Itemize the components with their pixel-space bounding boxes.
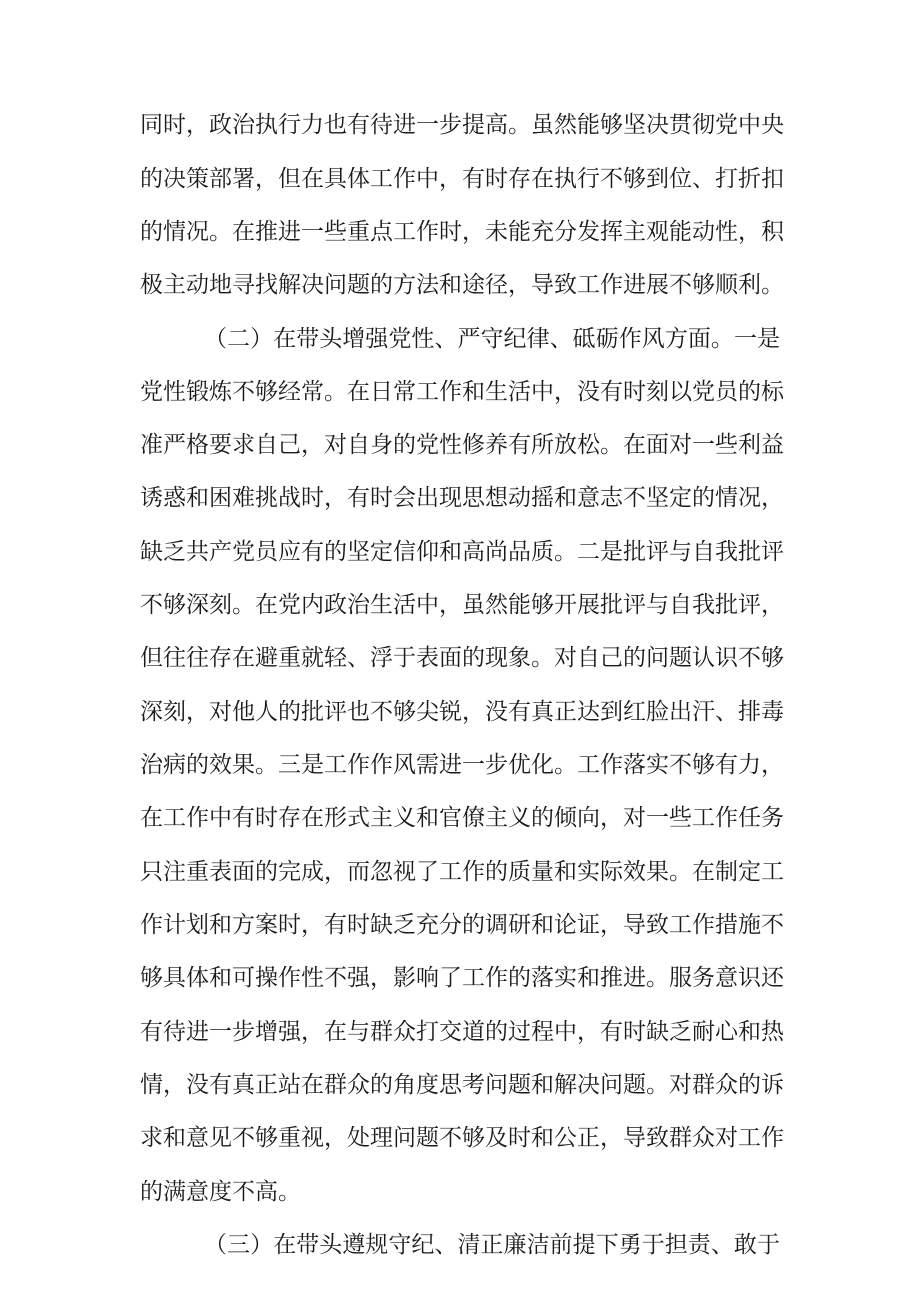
text-line: 有待进一步增强，在与群众打交道的过程中，有时缺乏耐心和热 <box>140 1019 784 1045</box>
text-line: 缺乏共产党员应有的坚定信仰和高尚品质。二是批评与自我批评 <box>140 539 784 565</box>
text-line: 深刻，对他人的批评也不够尖锐，没有真正达到红脸出汗、排毒 <box>140 699 784 725</box>
text-line: 在工作中有时存在形式主义和官僚主义的倾向，对一些工作任务 <box>140 805 784 831</box>
text-line: 治病的效果。三是工作作风需进一步优化。工作落实不够有力， <box>140 752 784 778</box>
text-line: 准严格要求自己，对自身的党性修养有所放松。在面对一些利益 <box>140 432 784 458</box>
text-line: 同时，政治执行力也有待进一步提高。虽然能够坚决贯彻党中央 <box>140 112 784 138</box>
text-line: 的决策部署，但在具体工作中，有时存在执行不够到位、打折扣 <box>140 166 784 192</box>
text-line: 情，没有真正站在群众的角度思考问题和解决问题。对群众的诉 <box>140 1072 784 1098</box>
text-line: 但往往存在避重就轻、浮于表面的现象。对自己的问题认识不够 <box>140 645 784 671</box>
text-line: 的情况。在推进一些重点工作时，未能充分发挥主观能动性，积 <box>140 219 784 245</box>
text-line: 诱惑和困难挑战时，有时会出现思想动摇和意志不坚定的情况， <box>140 485 784 511</box>
section-heading-3: （三）在带头遵规守纪、清正廉洁前提下勇于担责、敢于 <box>204 1232 780 1258</box>
text-line: 求和意见不够重视，处理问题不够及时和公正，导致群众对工作 <box>140 1125 784 1151</box>
text-line: 作计划和方案时，有时缺乏充分的调研和论证，导致工作措施不 <box>140 912 784 938</box>
section-heading-2: （二）在带头增强党性、严守纪律、砥砺作风方面。一是 <box>204 326 780 352</box>
text-line: 的满意度不高。 <box>140 1179 301 1205</box>
text-line: 只注重表面的完成，而忽视了工作的质量和实际效果。在制定工 <box>140 859 784 885</box>
text-line: 够具体和可操作性不强，影响了工作的落实和推进。服务意识还 <box>140 965 784 991</box>
text-line: 极主动地寻找解决问题的方法和途径，导致工作进展不够顺利。 <box>140 272 784 298</box>
text-line: 不够深刻。在党内政治生活中，虽然能够开展批评与自我批评， <box>140 592 784 618</box>
text-line: 党性锻炼不够经常。在日常工作和生活中，没有时刻以党员的标 <box>140 379 784 405</box>
